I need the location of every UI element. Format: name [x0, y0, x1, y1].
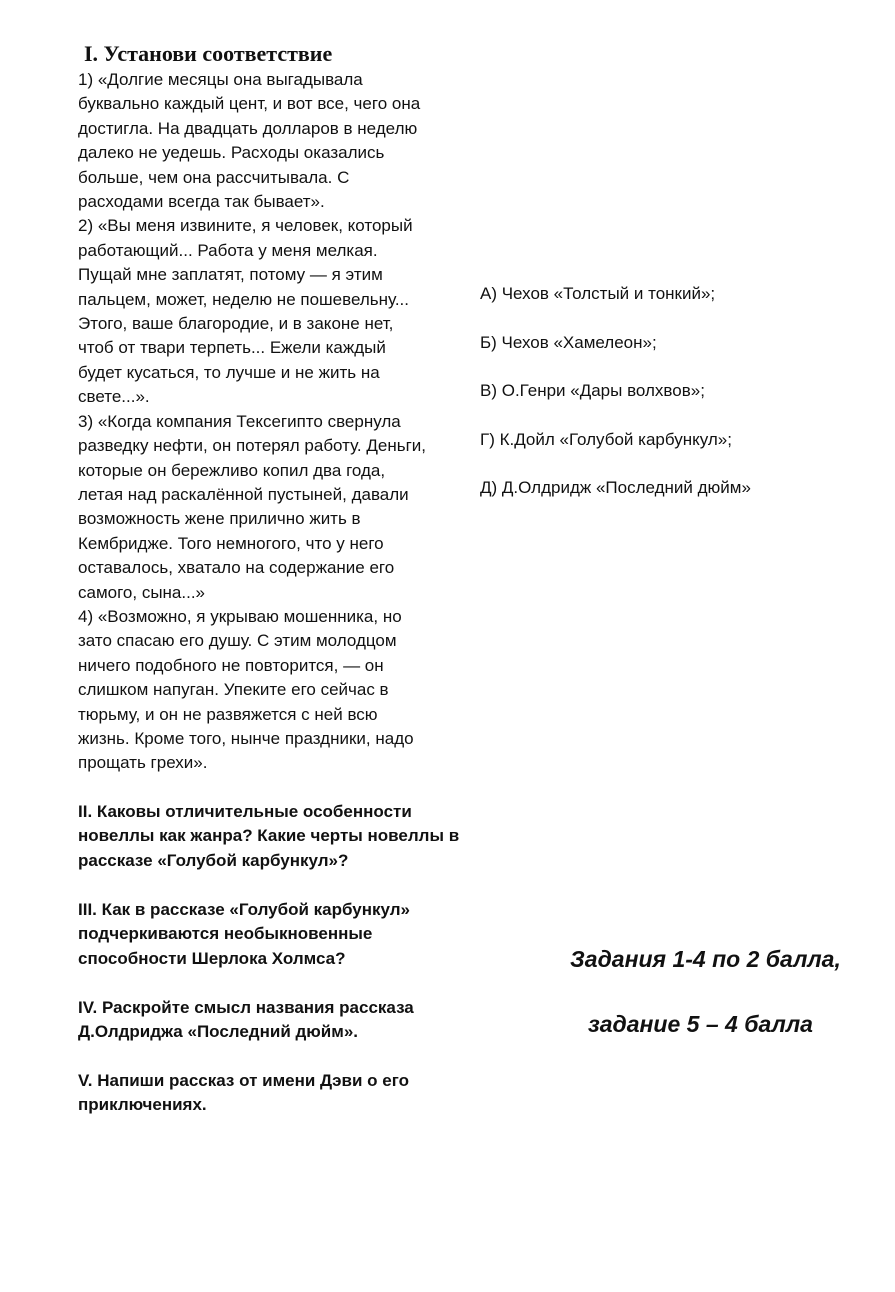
- question-line: приключениях.: [78, 1095, 207, 1115]
- excerpt-1: [78, 68, 468, 214]
- scoring-note-2: задание 5 – 4 балла: [588, 1011, 813, 1037]
- answer-options-list: [480, 282, 880, 525]
- excerpt-line: больше, чем она рассчитывала. С: [78, 167, 350, 187]
- question-line: V. Напиши рассказ от имени Дэви о его: [78, 1071, 409, 1090]
- excerpt-line: тюрьму, и он не развяжется с ней всю: [78, 704, 378, 724]
- excerpt-line: 1) «Долгие месяцы она выгадывала: [78, 70, 363, 89]
- question-3: [78, 898, 488, 971]
- question-line: способности Шерлока Холмса?: [78, 948, 346, 968]
- question-line: IV. Раскройте смысл названия рассказа: [78, 998, 414, 1017]
- excerpt-line: которые он бережливо копил два года,: [78, 460, 386, 480]
- excerpt-line: пальцем, может, неделю не пошевельну...: [78, 289, 409, 309]
- excerpt-line: возможность жене прилично жить в: [78, 509, 361, 529]
- excerpt-line: Этого, ваше благородие, и в законе нет,: [78, 314, 394, 334]
- question-2: [78, 800, 488, 873]
- excerpt-line: летая над раскалённой пустыней, давали: [78, 484, 409, 504]
- question-line: Д.Олдриджа «Последний дюйм».: [78, 1022, 359, 1042]
- answer-option-a: А) Чехов «Толстый и тонкий»;: [480, 284, 716, 303]
- excerpt-line: чтоб от твари терпеть... Ежели каждый: [78, 338, 386, 358]
- scoring-note-1: Задания 1-4 по 2 балла,: [570, 946, 841, 972]
- excerpt-line: расходами всегда так бывает».: [78, 192, 325, 212]
- excerpt-line: свете...».: [78, 387, 150, 407]
- excerpt-line: слишком напуган. Упеките его сейчас в: [78, 680, 389, 700]
- excerpt-line: будет кусаться, то лучше и не жить на: [78, 362, 380, 382]
- excerpt-line: Пущай мне заплатят, потому — я этим: [78, 265, 383, 285]
- excerpt-line: работающий... Работа у меня мелкая.: [78, 240, 378, 260]
- answer-option-v: В) О.Генри «Дары волхвов»;: [480, 381, 705, 400]
- excerpt-line: 2) «Вы меня извините, я человек, который: [78, 216, 413, 236]
- excerpt-line: Кембридже. Того немногого, что у него: [78, 533, 384, 553]
- question-line: новеллы как жанра? Какие черты новеллы в: [78, 826, 460, 846]
- question-line: III. Как в рассказе «Голубой карбункул»: [78, 900, 411, 919]
- excerpt-line: зато спасаю его душу. С этим молодцом: [78, 631, 397, 651]
- excerpt-3: [78, 410, 468, 605]
- excerpt-line: самого, сына...»: [78, 582, 206, 602]
- excerpt-line: 4) «Возможно, я укрываю мошенника, но: [78, 606, 402, 626]
- excerpt-line: буквально каждый цент, и вот все, чего она: [78, 94, 421, 114]
- answer-option-d: Д) Д.Олдридж «Последний дюйм»: [480, 478, 751, 497]
- excerpt-line: жизнь. Кроме того, нынче праздники, надо: [78, 728, 414, 748]
- answer-option-b: Б) Чехов «Хамелеон»;: [480, 332, 657, 352]
- question-line: II. Каковы отличительные особенности: [78, 802, 412, 821]
- excerpt-line: прощать грехи».: [78, 753, 208, 773]
- answer-option-g: Г) К.Дойл «Голубой карбункул»;: [480, 429, 732, 449]
- question-4: [78, 996, 488, 1045]
- question-line: рассказе «Голубой карбункул»?: [78, 850, 349, 870]
- excerpt-line: далеко не уедешь. Расходы оказались: [78, 143, 385, 163]
- excerpt-line: достигла. На двадцать долларов в неделю: [78, 118, 418, 138]
- section-1-title: I. Установи соответствие: [84, 41, 333, 66]
- question-5: [78, 1069, 488, 1118]
- excerpt-line: 3) «Когда компания Тексегипто свернула: [78, 411, 401, 431]
- excerpt-line: ничего подобного не повторится, — он: [78, 655, 384, 675]
- excerpt-2: [78, 214, 468, 409]
- excerpt-list: [78, 68, 468, 776]
- excerpt-line: оставалось, хватало на содержание его: [78, 558, 395, 578]
- excerpt-line: разведку нефти, он потерял работу. Деньги,: [78, 436, 426, 456]
- excerpt-4: [78, 605, 468, 776]
- question-line: подчеркиваются необыкновенные: [78, 924, 373, 944]
